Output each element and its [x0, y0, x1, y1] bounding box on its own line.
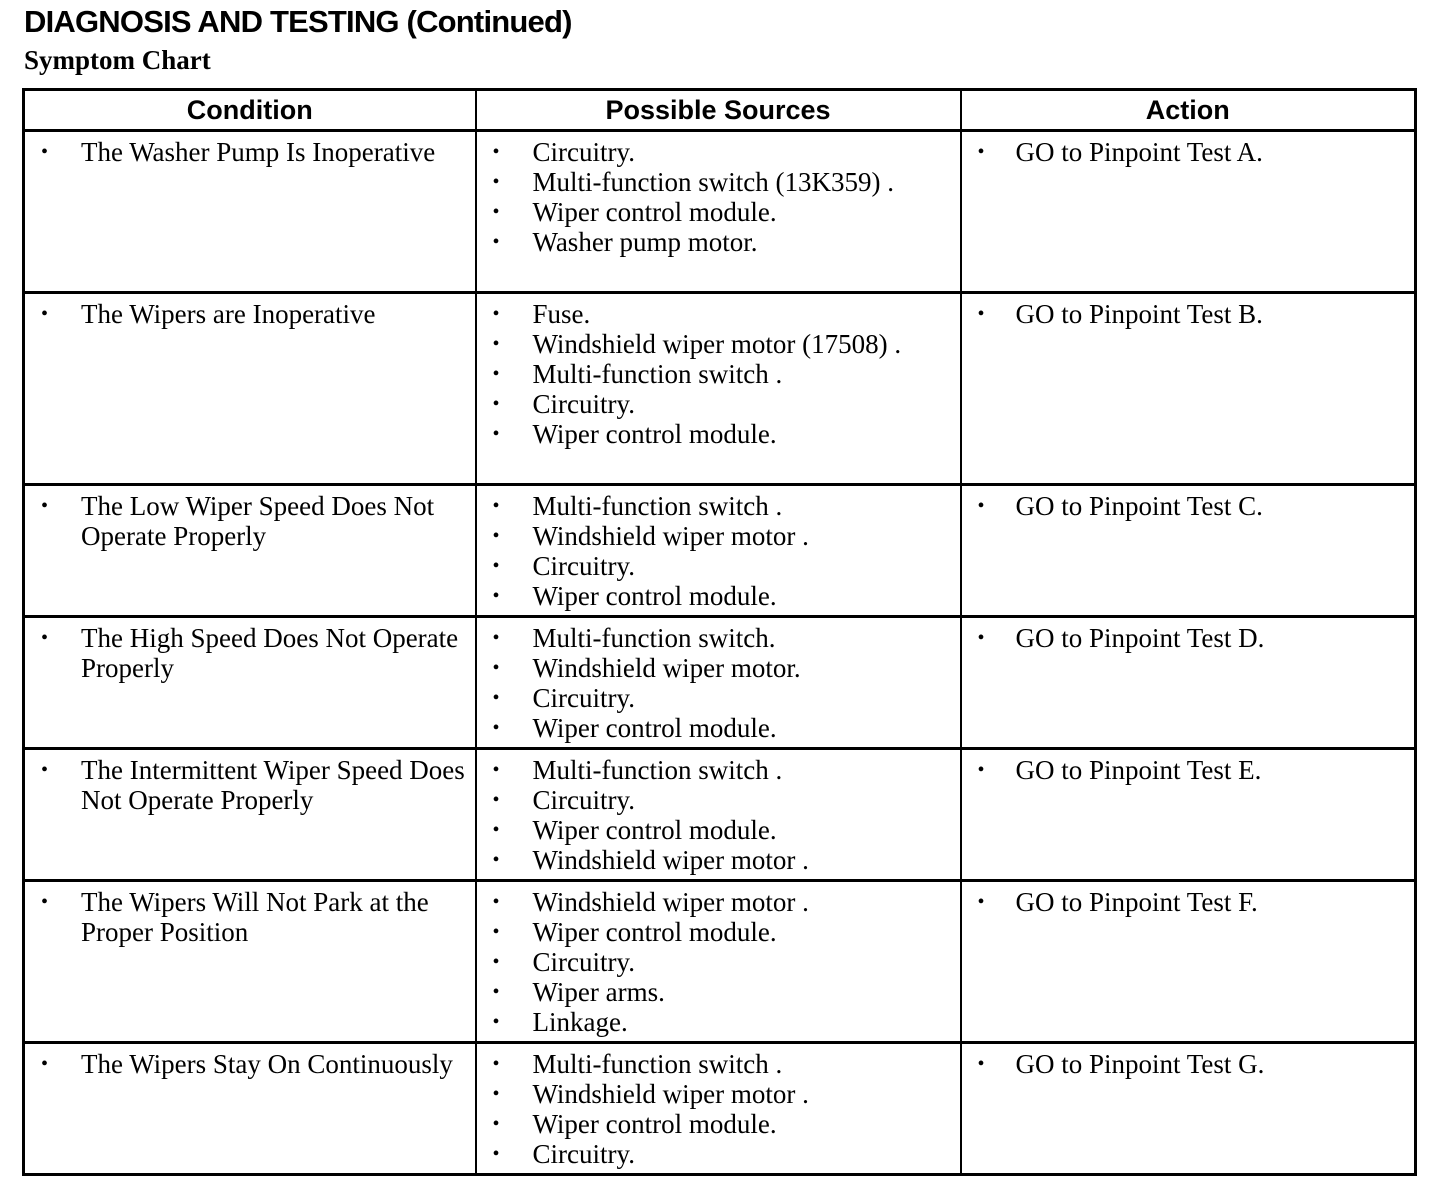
section-title: Symptom Chart	[24, 45, 211, 75]
table-row	[24, 617, 1416, 749]
possible-source-item: • Circuitry.	[487, 785, 952, 815]
possible-source-item: • Wiper control module.	[487, 1109, 952, 1139]
possible-source-item: • Windshield wiper motor.	[487, 653, 952, 683]
possible-source-item: • Windshield wiper motor .	[487, 887, 952, 917]
possible-source-item: • Wiper control module.	[487, 917, 952, 947]
possible-source-item: • Wiper control module.	[487, 419, 952, 449]
possible-source-item: • Circuitry.	[487, 1139, 952, 1169]
action-text: • GO to Pinpoint Test D.	[972, 623, 1407, 653]
action-text: • GO to Pinpoint Test E.	[972, 755, 1407, 785]
possible-source-item: • Wiper control module.	[487, 581, 952, 611]
column-header-action: Action	[961, 90, 1416, 131]
condition-cell	[24, 1043, 476, 1175]
possible-source-item: • Windshield wiper motor .	[487, 845, 952, 875]
condition-cell	[24, 293, 476, 485]
possible-sources-cell	[476, 293, 961, 485]
possible-sources-cell	[476, 749, 961, 881]
possible-source-item: • Washer pump motor.	[487, 227, 952, 257]
action-text: • GO to Pinpoint Test A.	[972, 137, 1407, 167]
possible-source-item: • Circuitry.	[487, 551, 952, 581]
table-row	[24, 881, 1416, 1043]
possible-source-item: • Windshield wiper motor (17508) .	[487, 329, 952, 359]
possible-source-item: • Multi-function switch .	[487, 1049, 952, 1079]
condition-cell	[24, 131, 476, 293]
possible-source-item: • Windshield wiper motor .	[487, 521, 952, 551]
page-title: DIAGNOSIS AND TESTING (Continued)	[24, 4, 572, 39]
possible-source-item: • Multi-function switch.	[487, 623, 952, 653]
condition-text: • The Washer Pump Is Inoperative	[35, 137, 467, 167]
possible-sources-cell	[476, 881, 961, 1043]
column-header-condition: Condition	[24, 90, 476, 131]
action-cell	[961, 1043, 1416, 1175]
table-row	[24, 1043, 1416, 1175]
possible-sources-cell	[476, 1043, 961, 1175]
possible-source-item: • Multi-function switch .	[487, 755, 952, 785]
possible-source-item: • Wiper control module.	[487, 815, 952, 845]
possible-source-item: • Wiper control module.	[487, 713, 952, 743]
action-cell	[961, 485, 1416, 617]
possible-source-item: • Circuitry.	[487, 137, 952, 167]
action-cell	[961, 131, 1416, 293]
condition-text: • The Wipers Will Not Park at the Proper Position	[35, 887, 467, 947]
condition-cell	[24, 881, 476, 1043]
possible-source-item: • Windshield wiper motor .	[487, 1079, 952, 1109]
possible-source-item: • Fuse.	[487, 299, 952, 329]
possible-sources-cell	[476, 617, 961, 749]
symptom-chart-table	[22, 88, 1417, 1176]
condition-cell	[24, 617, 476, 749]
table-header-row	[24, 90, 1416, 131]
table-body	[24, 131, 1416, 1175]
possible-sources-cell	[476, 131, 961, 293]
condition-text: • The Intermittent Wiper Speed Does Not Operate Properly	[35, 755, 467, 815]
condition-text: • The High Speed Does Not Operate Properly	[35, 623, 467, 683]
condition-text: • The Wipers Stay On Continuously	[35, 1049, 467, 1079]
table-row	[24, 485, 1416, 617]
possible-source-item: • Circuitry.	[487, 683, 952, 713]
table-row	[24, 749, 1416, 881]
possible-sources-cell	[476, 485, 961, 617]
condition-cell	[24, 485, 476, 617]
condition-text: • The Low Wiper Speed Does Not Operate Properly	[35, 491, 467, 551]
possible-source-item: • Linkage.	[487, 1007, 952, 1037]
possible-source-item: • Multi-function switch .	[487, 359, 952, 389]
action-cell	[961, 749, 1416, 881]
action-text: • GO to Pinpoint Test C.	[972, 491, 1407, 521]
action-text: • GO to Pinpoint Test F.	[972, 887, 1407, 917]
column-header-possible-sources: Possible Sources	[476, 90, 961, 131]
possible-source-item: • Multi-function switch .	[487, 491, 952, 521]
table-row	[24, 293, 1416, 485]
action-text: • GO to Pinpoint Test G.	[972, 1049, 1407, 1079]
condition-text: • The Wipers are Inoperative	[35, 299, 467, 329]
action-cell	[961, 881, 1416, 1043]
action-text: • GO to Pinpoint Test B.	[972, 299, 1407, 329]
action-cell	[961, 617, 1416, 749]
condition-cell	[24, 749, 476, 881]
possible-source-item: • Wiper arms.	[487, 977, 952, 1007]
possible-source-item: • Wiper control module.	[487, 197, 952, 227]
table-row	[24, 131, 1416, 293]
possible-source-item: • Multi-function switch (13K359) .	[487, 167, 952, 197]
action-cell	[961, 293, 1416, 485]
possible-source-item: • Circuitry.	[487, 947, 952, 977]
possible-source-item: • Circuitry.	[487, 389, 952, 419]
